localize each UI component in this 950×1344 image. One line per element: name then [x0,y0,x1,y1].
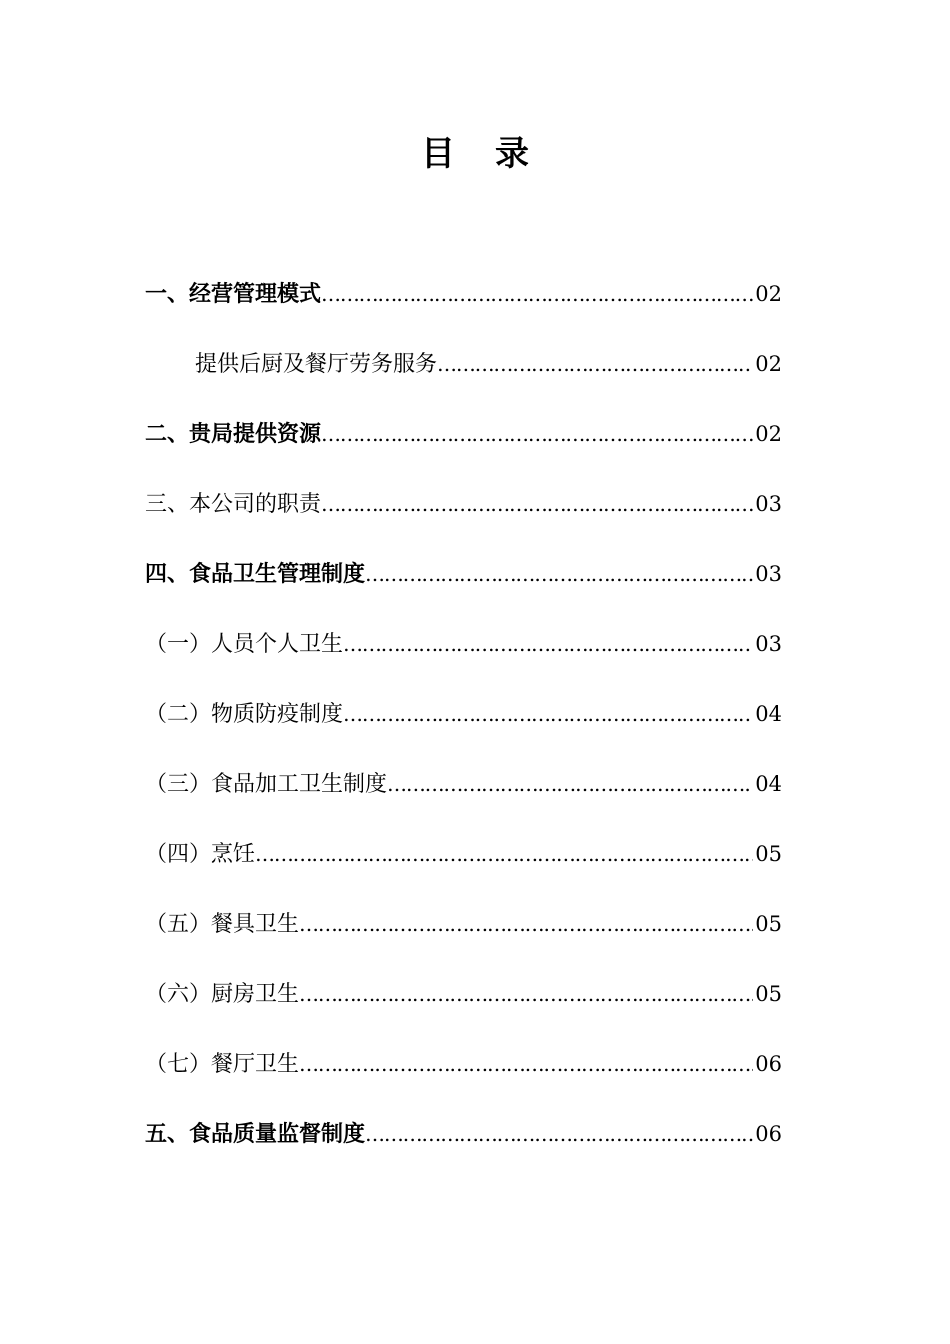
dot-leader [365,1112,753,1156]
toc-entry-page: 04 [755,702,782,726]
title-char-2: 录 [495,134,529,174]
toc-entry-label: 五、食品质量监督制度 [145,1121,366,1147]
toc-entry-label: （一）人员个人卫生 [145,632,344,657]
toc-entry-label: （五）餐具卫生 [145,912,300,937]
dot-leader [343,692,753,736]
toc-entry-2[interactable] [145,342,782,412]
toc-entry-4[interactable] [145,482,782,552]
dot-leader [255,832,753,876]
toc-entry-page: 05 [755,982,782,1006]
toc-entry-9[interactable] [145,832,782,902]
toc-entry-13[interactable] [145,1112,782,1182]
toc-entry-page: 03 [755,492,782,516]
toc-entry-label: 一、经营管理模式 [145,281,322,307]
table-of-contents [145,272,782,1182]
toc-entry-page: 03 [755,632,782,656]
page-title [0,126,950,175]
toc-entry-12[interactable] [145,1042,782,1112]
toc-entry-page: 02 [755,282,782,306]
toc-entry-page: 06 [755,1122,782,1146]
dot-leader [437,342,753,386]
toc-entry-11[interactable] [145,972,782,1042]
title-char-1: 目 [421,134,455,174]
toc-entry-page: 03 [755,562,782,586]
dot-leader [299,972,753,1016]
toc-entry-label: 三、本公司的职责 [145,492,322,517]
toc-entry-page: 05 [755,912,782,936]
dot-leader [365,552,753,596]
toc-entry-label: （三）食品加工卫生制度 [145,772,388,797]
toc-entry-3[interactable] [145,412,782,482]
toc-entry-8[interactable] [145,762,782,832]
toc-entry-label: （七）餐厅卫生 [145,1052,300,1077]
dot-leader [299,902,753,946]
toc-entry-5[interactable] [145,552,782,622]
toc-entry-10[interactable] [145,902,782,972]
toc-entry-label: 提供后厨及餐厅劳务服务 [195,352,438,377]
toc-entry-label: （六）厨房卫生 [145,982,300,1007]
dot-leader [299,1042,753,1086]
toc-entry-label: 四、食品卫生管理制度 [145,561,366,587]
toc-entry-page: 02 [755,352,782,376]
toc-entry-page: 06 [755,1052,782,1076]
dot-leader [321,412,753,456]
toc-entry-label: （四）烹饪 [145,842,256,867]
dot-leader [321,482,753,526]
dot-leader [343,622,753,666]
toc-entry-page: 05 [755,842,782,866]
toc-entry-page: 02 [755,422,782,446]
toc-entry-1[interactable] [145,272,782,342]
dot-leader [387,762,753,806]
toc-entry-page: 04 [755,772,782,796]
toc-entry-label: （二）物质防疫制度 [145,702,344,727]
toc-entry-7[interactable] [145,692,782,762]
toc-entry-6[interactable] [145,622,782,692]
toc-entry-label: 二、贵局提供资源 [145,421,322,447]
dot-leader [321,272,753,316]
